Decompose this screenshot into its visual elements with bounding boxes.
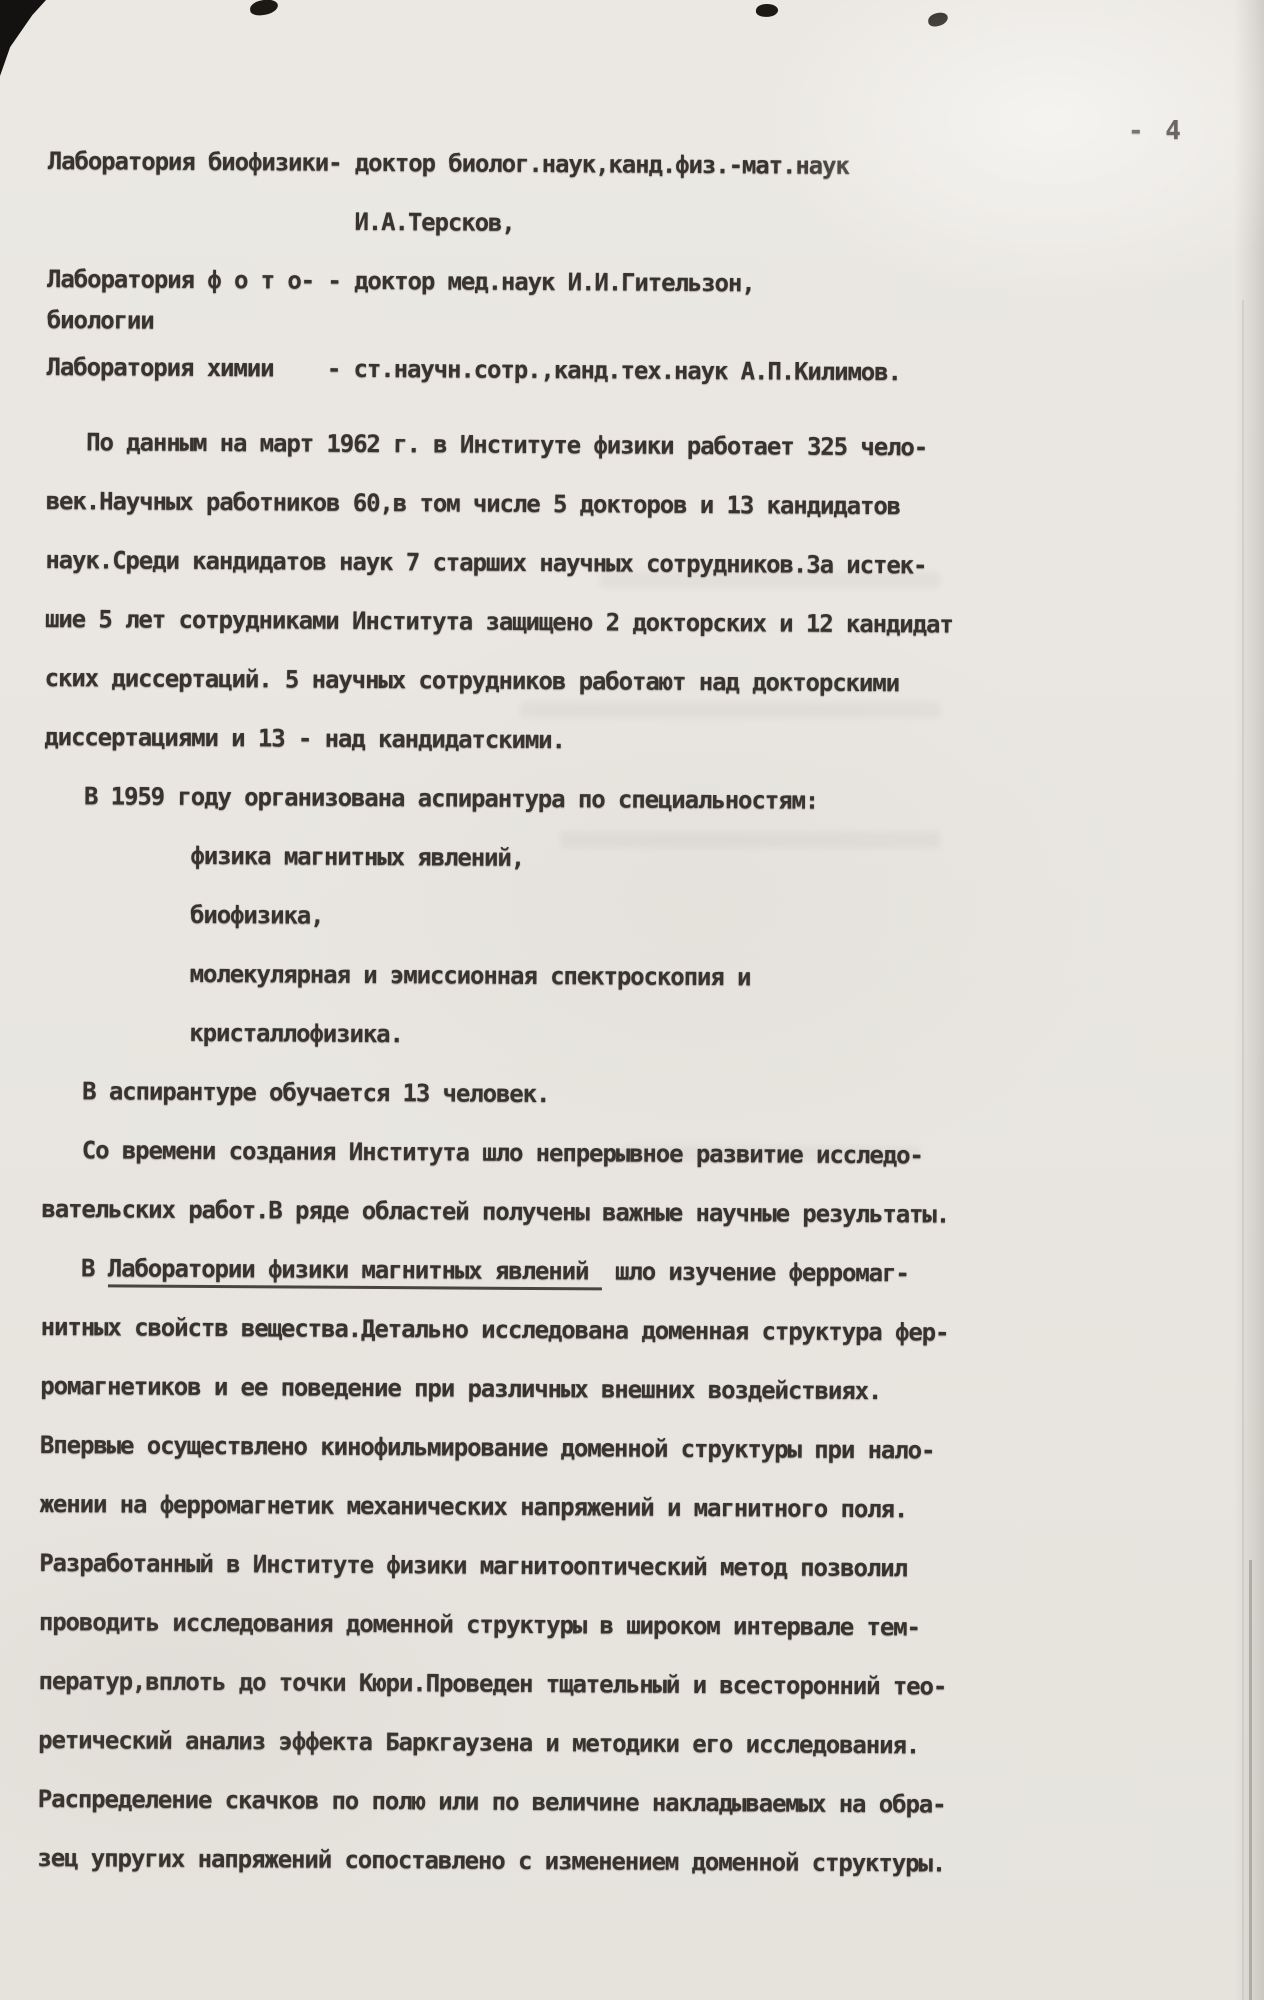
scan-speck-artifact (756, 3, 779, 18)
text-line (44, 767, 1024, 832)
text-segment: ромагнетиков и ее поведение при различных внешних воздействиях. (40, 1371, 882, 1406)
text-line (48, 132, 1028, 197)
text-line (43, 885, 1023, 950)
text-line (46, 472, 1026, 537)
text-line (38, 1652, 1018, 1717)
text-segment: ретический анализ эффекта Баркгаузена и методики его исследования. (38, 1725, 920, 1760)
text-segment: Со времени создания Института шло непрерывное развитие исследо- (41, 1135, 923, 1170)
text-line (41, 1298, 1021, 1363)
text-line (46, 413, 1026, 478)
text-line (44, 708, 1024, 773)
text-segment: В (40, 1253, 108, 1283)
text-segment: В аспирантуре обучается 13 человек. (42, 1076, 550, 1109)
text-segment: Лаборатория биофизики- доктор биолог.наук,канд.физ.-мат.наук (47, 146, 849, 180)
text-segment: зец упругих напряжений сопоставлено с изменением доменной структуры. (37, 1843, 946, 1878)
text-segment: наук.Среди кандидатов наук 7 старших научных сотрудников.За истек- (45, 545, 927, 580)
text-line (43, 944, 1023, 1009)
page-edge-line (1249, 1560, 1252, 2000)
text-line (46, 338, 1026, 403)
text-line (45, 590, 1025, 655)
text-line (47, 191, 1027, 256)
text-segment: В 1959 году организована аспирантура по специальностям: (43, 781, 819, 815)
text-line (39, 1534, 1019, 1599)
text-line (42, 1121, 1022, 1186)
text-line (40, 1416, 1020, 1481)
text-segment: Лаборатория ф о т о- - доктор мед.наук И.И.Гительзон, (47, 264, 755, 298)
document-lines (37, 132, 1028, 1894)
text-line (39, 1593, 1019, 1658)
text-segment: кристаллофизика. (42, 1017, 404, 1049)
text-segment: Впервые осуществлено кинофильмирование доменной структуры при нало- (39, 1430, 935, 1465)
text-line (41, 1239, 1021, 1304)
text-segment: жении на ферромагнетик механических напряжений и магнитного поля. (39, 1489, 908, 1524)
text-segment: ских диссертаций. 5 научных сотрудников работают над докторскими (44, 663, 900, 698)
text-segment: физика магнитных явлений, (43, 840, 525, 872)
text-line (38, 1770, 1018, 1835)
text-line (42, 1003, 1022, 1068)
text-segment: Распределение скачков по полю или по величине накладываемых на обра- (37, 1784, 946, 1819)
text-segment: шие 5 лет сотрудниками Института защищено 2 докторских и 12 кандидат (44, 604, 953, 639)
text-segment: вательских работ.В ряде областей получены важные научные результаты. (41, 1194, 950, 1229)
underlined-text: Лаборатории физики магнитных явлений (108, 1254, 602, 1290)
scan-speck-artifact (249, 0, 278, 16)
text-segment: ператур,вплоть до точки Кюри.Проведен тщательный и всесторонний тео- (38, 1666, 947, 1701)
text-segment: И.А.Терсков, (47, 205, 515, 237)
text-line (38, 1711, 1018, 1776)
text-segment: диссертациями и 13 - над кандидатскими. (44, 722, 566, 755)
text-line (40, 1357, 1020, 1422)
text-line (42, 1062, 1022, 1127)
text-segment: век.Научных работников 60,в том числе 5 докторов и 13 кандидатов (45, 486, 901, 521)
text-segment: молекулярная и эмиссионная спектроскопия и (42, 958, 751, 992)
text-line (43, 826, 1023, 891)
page-number: - 4 (1128, 116, 1184, 146)
text-line (41, 1180, 1021, 1245)
text-segment: проводить исследования доменной структуры в широком интервале тем- (38, 1607, 921, 1642)
text-segment: Разработанный в Институте физики магнитооптический метод позволил (39, 1548, 908, 1583)
text-segment: Лаборатория химии - ст.научн.сотр.,канд.тех.наук А.П.Килимов. (46, 352, 901, 387)
text-segment: биофизика, (43, 899, 324, 930)
page-edge-line (1242, 300, 1244, 2000)
text-line (39, 1475, 1019, 1540)
scan-speck-artifact (927, 11, 949, 27)
text-segment: По данным на март 1962 г. в Институте физики работает 325 чело- (46, 427, 928, 462)
text-segment: биологии (46, 305, 154, 335)
text-segment: шло изучение ферромаг- (601, 1257, 909, 1288)
scan-corner-artifact (0, 0, 46, 76)
text-line (37, 1829, 1017, 1894)
text-line (45, 531, 1025, 596)
text-segment: нитных свойств вещества.Детально исследована доменная структура фер- (40, 1312, 949, 1347)
text-line (44, 649, 1024, 714)
